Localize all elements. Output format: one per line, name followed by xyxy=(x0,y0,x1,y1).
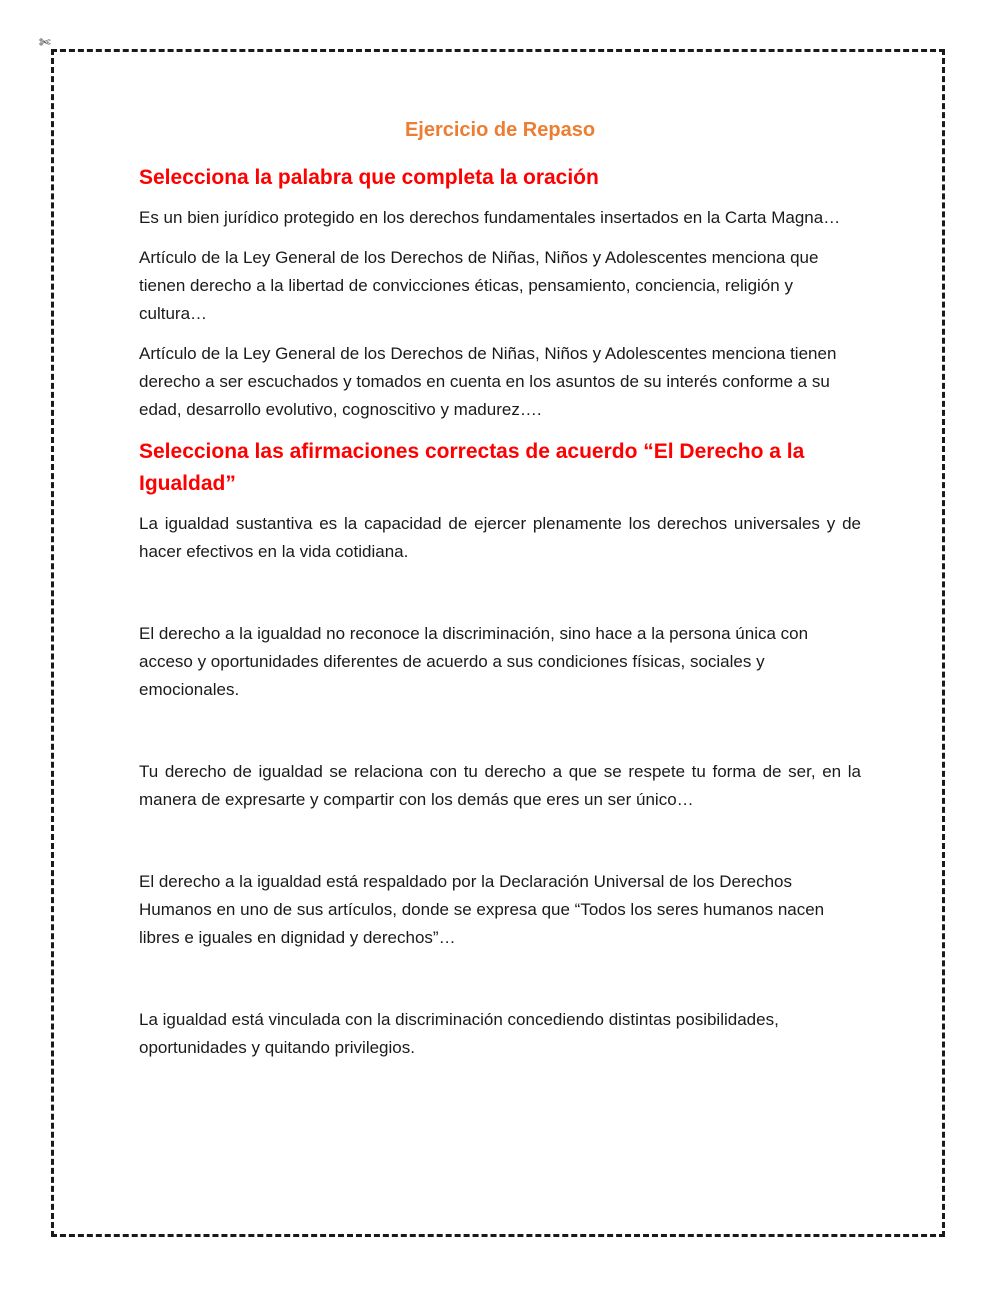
section2-heading: Selecciona las afirmaciones correctas de acuerdo “El Derecho a la Igualdad” xyxy=(139,440,805,495)
section2-item-4: El derecho a la igualdad está respaldado por la Declaración Universal de los Derechos Humanos en uno de sus artículos, donde se expresa que “Todos los seres humanos nacen libres e iguales en dignidad y derechos”… xyxy=(139,872,825,947)
section1-item-2: Artículo de la Ley General de los Derechos de Niñas, Niños y Adolescentes menciona que tienen derecho a la libertad de convicciones éticas, pensamiento, conciencia, religión y cultura… xyxy=(139,248,819,323)
section1-item-3: Artículo de la Ley General de los Derechos de Niñas, Niños y Adolescentes menciona tienen derecho a ser escuchados y tomados en cuenta en los asuntos de su interés conforme a su edad, desarrollo evolutivo, cognoscitivo y madurez…. xyxy=(139,344,837,419)
section2-item-2: El derecho a la igualdad no reconoce la discriminación, sino hace a la persona única con acceso y oportunidades diferentes de acuerdo a sus condiciones físicas, sociales y emocionales. xyxy=(139,624,809,699)
section1-heading: Selecciona la palabra que completa la oración xyxy=(139,166,599,189)
section2-item-3: Tu derecho de igualdad se relaciona con tu derecho a que se respete tu forma de ser, en la manera de expresarte y compartir con los demás que eres un ser único… xyxy=(139,762,861,809)
worksheet-content xyxy=(139,114,861,1062)
section1-items xyxy=(139,204,861,424)
section2-item-1: La igualdad sustantiva es la capacidad de ejercer plenamente los derechos universales y de hacer efectivos en la vida cotidiana. xyxy=(139,514,861,561)
section2-item-5: La igualdad está vinculada con la discriminación concediendo distintas posibilidades, oportunidades y quitando privilegios. xyxy=(139,1010,779,1057)
section2-items xyxy=(139,510,861,1062)
scissors-icon: ✄ xyxy=(39,35,51,51)
worksheet-title: Ejercicio de Repaso xyxy=(404,119,596,141)
section1-item-1: Es un bien jurídico protegido en los derechos fundamentales insertados en la Carta Magna… xyxy=(139,208,841,227)
